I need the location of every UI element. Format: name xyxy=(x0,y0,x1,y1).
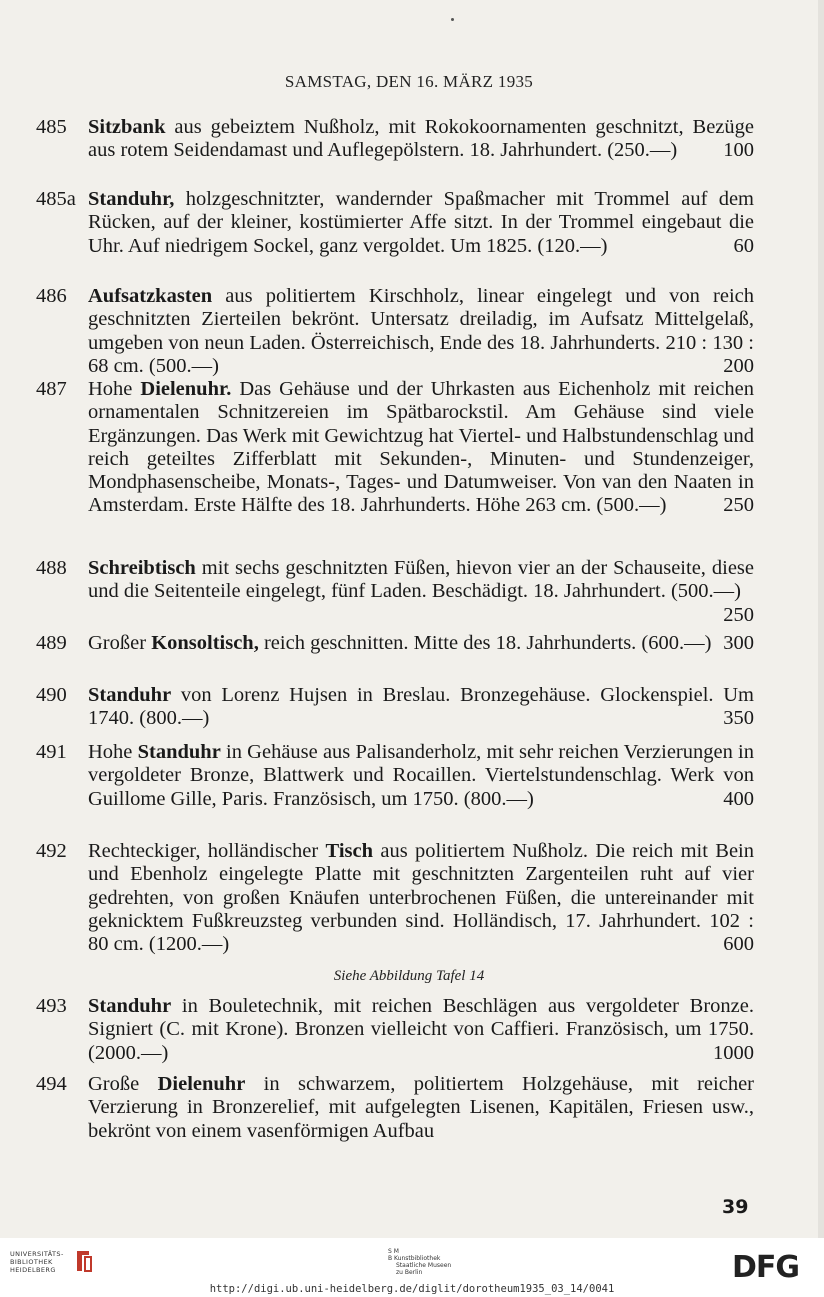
lot-title: Dielenuhr xyxy=(157,1073,246,1095)
lot-title: Tisch xyxy=(325,840,374,862)
figure-reference: Siehe Abbildung Tafel 14 xyxy=(333,968,485,984)
lot-price: 600 xyxy=(723,933,754,956)
lot-number: 493 xyxy=(36,995,67,1017)
lot-entry: 485a Standuhr, holzgeschnitzter, wandernder Spaßmacher mit Trommel auf dem Rücken, auf der kleiner, kostümierter Affe sitzt. In der Trommel eingebaut die Uhr. Auf niedrigem Sockel, ganz vergoldet. Um 1825. (120.—) 60 xyxy=(36,188,754,257)
lot-number: 488 xyxy=(36,557,67,579)
lot-number: 494 xyxy=(36,1073,67,1095)
lot-entry: 491 Hohe Standuhr in Gehäuse aus Palisanderholz, mit sehr reichen Verzierungen in vergoldeter Bronze, Blattwerk und Rocaillen. Viertelstundenschlag. Werk von Guillome Gille, Paris. Französisch, um 1750. (800.—) 400 xyxy=(36,741,755,810)
lot-number: 489 xyxy=(36,632,67,654)
university-library-label: UNIVERSITÄTS- BIBLIOTHEK HEIDELBERG xyxy=(10,1250,64,1274)
lot-number: 490 xyxy=(36,684,67,706)
lot-number: 486 xyxy=(36,285,67,307)
lot-entry: 494 Große Dielenuhr in schwarzem, politiertem Holzgehäuse, mit reicher Verzierung in Bronzerelief, mit aufgelegten Lisenen, Kapitälen, Friesen usw., bekrönt von einem vasenförmigen Aufbau xyxy=(36,1073,754,1142)
lot-entry: 488 Schreibtisch mit sechs geschnitzten Füßen, hievon vier an der Schauseite, diese und die Seitenteile eingelegt, fünf Laden. Beschädigt. 18. Jahrhundert. (500.—) 250 xyxy=(36,557,754,626)
source-url[interactable]: http://digi.ub.uni-heidelberg.de/diglit/dorotheum1935_03_14/0041 xyxy=(209,1283,615,1295)
lot-title: Standuhr xyxy=(88,684,172,706)
lot-entry: 487 Hohe Dielenuhr. Das Gehäuse und der Uhrkasten aus Eichenholz mit reichen ornamentalen Schnitzereien im Spätbarockstil. Am Gehäuse sind viele Ergänzungen. Das Werk mit Gewichtzug hat Viertel- und Halbstundenschlag und reich geteiltes Zifferblatt mit Sekunden-, Minuten- und Stundenzeiger, Mondphasenscheibe, Monats-, Tages- und Datumweiser. Von van den Naaten in Amsterdam. Erste Hälfte des 18. Jahrhunderts. Höhe 263 cm. (500.—) 250 xyxy=(36,378,754,517)
lot-title: Aufsatzkasten xyxy=(88,285,213,307)
lot-title: Standuhr xyxy=(88,995,172,1017)
kunstbibliothek-label: S M B Kunstbibliothek Staatliche Museen zu Berlin xyxy=(388,1248,452,1276)
lot-title: Sitzbank xyxy=(88,116,166,138)
lot-entry: 493 Standuhr in Bouletechnik, mit reichen Beschlägen aus vergoldeter Bronze. Signiert (C. mit Krone). Bronzen vielleicht von Caffieri. Französisch, um 1750. (2000.—) 1000 xyxy=(36,995,754,1064)
lot-title: Standuhr, xyxy=(88,188,175,210)
lot-price: 400 xyxy=(723,787,754,810)
lot-entry: 489 Großer Konsoltisch, reich geschnitten. Mitte des 18. Jahrhunderts. (600.—) 300 xyxy=(36,632,754,654)
lot-price: 250 xyxy=(723,603,754,626)
lot-title: Standuhr xyxy=(137,741,221,763)
lot-title: Dielenuhr. xyxy=(140,378,232,400)
lot-price: 350 xyxy=(723,707,754,730)
lot-number: 487 xyxy=(36,378,67,400)
lot-number: 485a xyxy=(36,188,76,210)
lot-entry: 492 Rechteckiger, holländischer Tisch aus politiertem Nußholz. Die reich mit Bein und Ebenholz eingelegte Platte mit geschnitzten Zargenteilen ruht auf vier gedrehten, von großen Knäufen unterbrochenen Füßen, die untereinander mit geknicktem Fußkreuzsteg verbunden sind. Holländisch, 17. Jahrhundert. 102 : 80 cm. (1200.—) 600 xyxy=(36,840,754,956)
lot-price: 1000 xyxy=(713,1041,754,1064)
lot-title: Konsoltisch, xyxy=(151,632,259,654)
lot-price: 200 xyxy=(723,354,754,377)
page-edge xyxy=(818,0,824,1238)
page-number: 39 xyxy=(722,1196,749,1218)
lot-number: 492 xyxy=(36,840,67,862)
dfg-logo: DFG xyxy=(732,1250,800,1285)
speck xyxy=(451,18,454,21)
lot-entry: 486 Aufsatzkasten aus politiertem Kirschholz, linear eingelegt und von reich geschnitzten Zierteilen bekrönt. Untersatz dreiladig, im Aufsatz Mittelgelaß, umgeben von neun Laden. Österreichisch, Ende des 18. Jahrhunderts. 210 : 130 : 68 cm. (500.—) 200 xyxy=(36,285,754,377)
lot-price: 100 xyxy=(723,139,754,162)
lot-title: Schreibtisch xyxy=(88,557,196,579)
lot-price: 300 xyxy=(723,632,754,654)
lot-price: 250 xyxy=(723,494,754,517)
lot-entry: 490 Standuhr von Lorenz Hujsen in Breslau. Bronzegehäuse. Glockenspiel. Um 1740. (800.—) 350 xyxy=(36,684,754,730)
lot-number: 485 xyxy=(36,116,67,138)
running-head: SAMSTAG, DEN 16. MÄRZ 1935 xyxy=(284,72,534,91)
lot-entry: 485 Sitzbank aus gebeiztem Nußholz, mit Rokokoornamenten geschnitzt, Bezüge aus rotem Seidendamast und Auflegepölstern. 18. Jahrhundert. (250.—) 100 xyxy=(36,116,754,162)
lot-number: 491 xyxy=(36,741,67,763)
lot-price: 60 xyxy=(733,234,754,257)
university-logo-icon xyxy=(74,1247,94,1275)
